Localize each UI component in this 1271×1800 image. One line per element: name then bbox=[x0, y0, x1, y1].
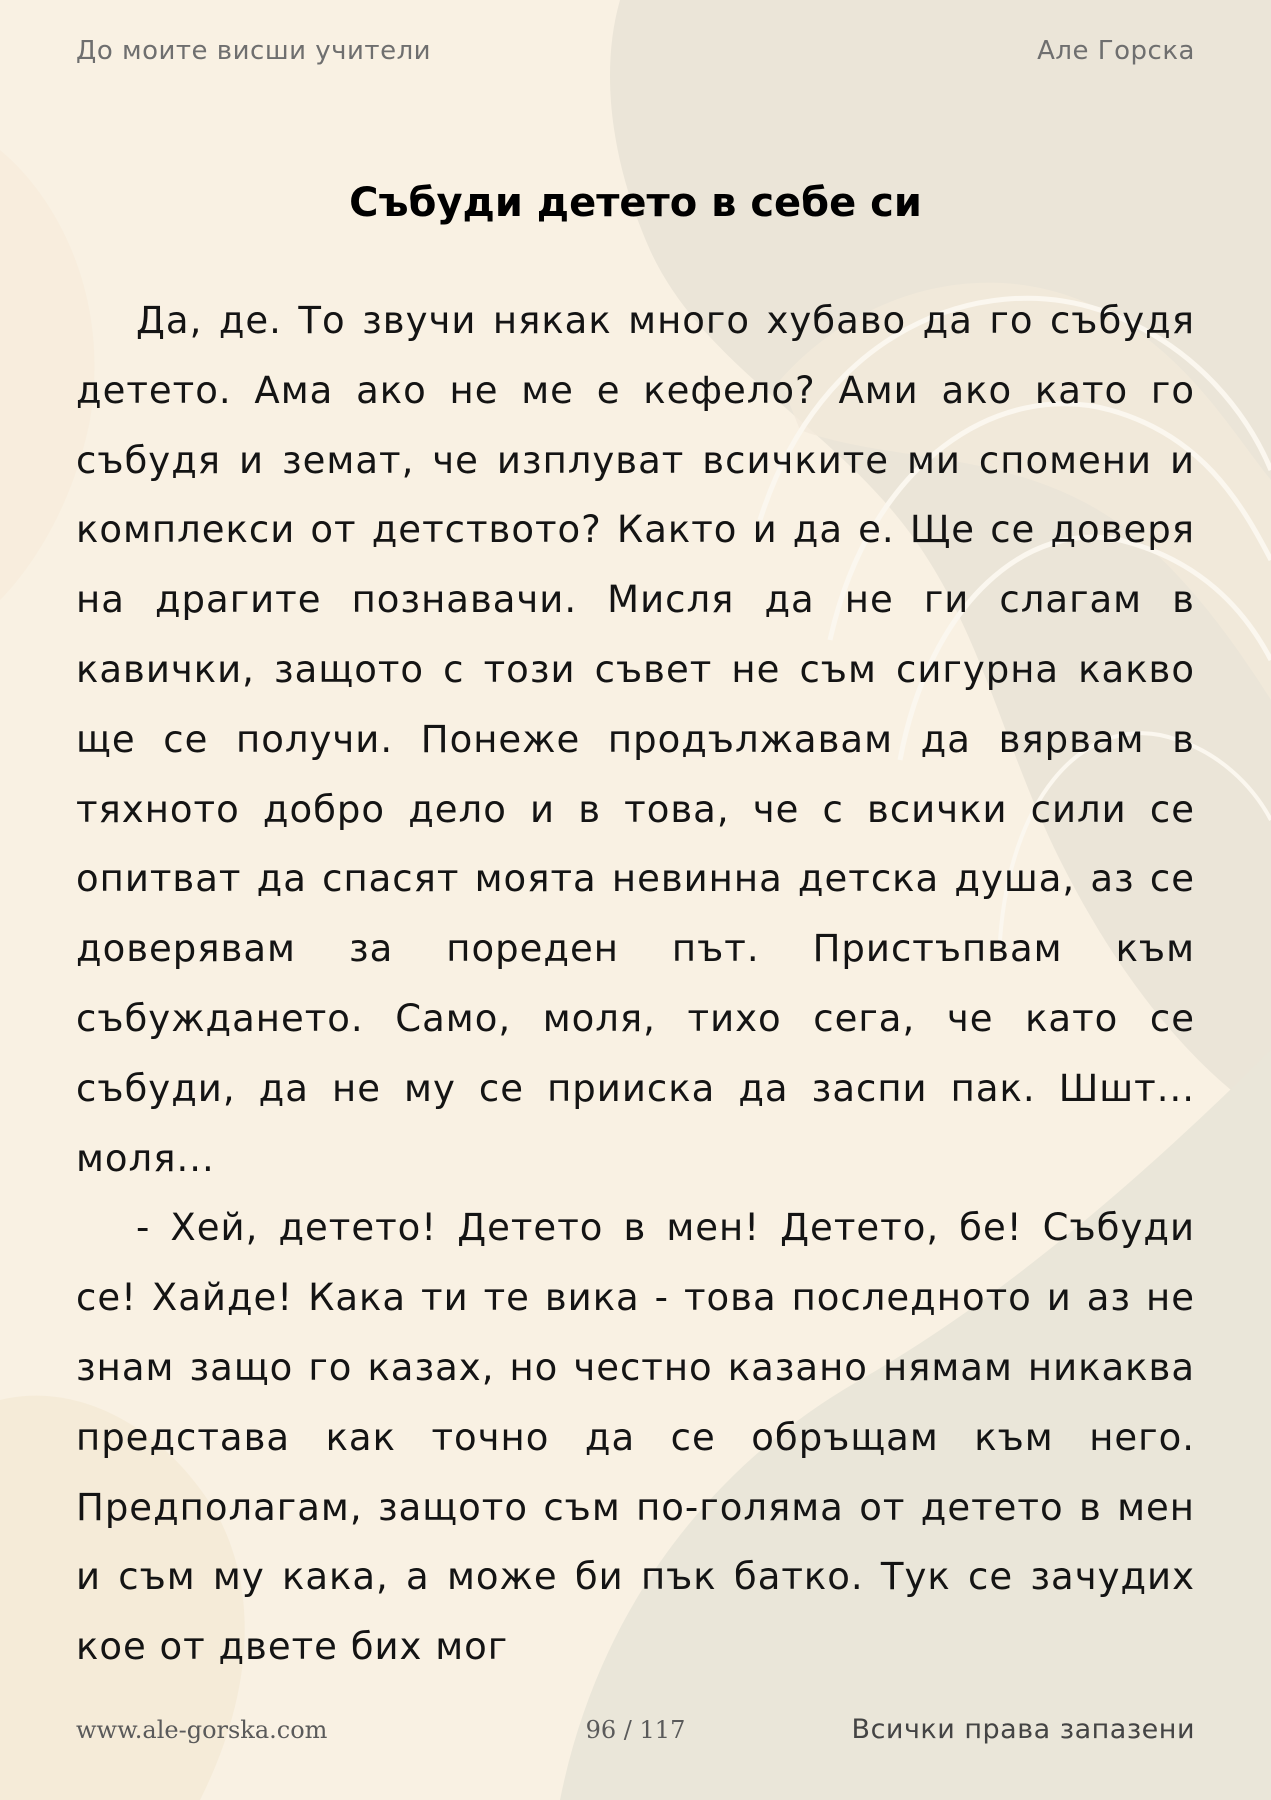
footer-page-indicator: 96 / 117 bbox=[585, 1716, 686, 1744]
header-author: Але Горска bbox=[1037, 36, 1195, 66]
header-book-title: До моите висши учители bbox=[76, 36, 432, 66]
paragraph-2: - Хей, детето! Детето в мен! Детето, бе! Събуди се! Хайде! Кака ти те вика - това последното и аз не знам защо го казах, но честно казано нямам никаква представа как точно да се обръщам към него. Предполагам, защото съм по-голяма от детето в мен и съм му кака, а може би пък батко. Тук се зачудих кое от двете бих мог bbox=[76, 1206, 1195, 1669]
paragraph-1: Да, де. То звучи някак много хубаво да го събудя детето. Ама ако не ме е кефело? Ами ако като го събудя и земат, че изплуват всичките ми спомени и комплекси от детството? Както и да е. Ще се доверя на драгите познавачи. Мисля да не ги слагам в кавички, защото с този съвет не съм сигурна какво ще се получи. Понеже продължавам да вярвам в тяхното добро дело и в това, че с всички сили се опитват да спасят моята невинна детска душа, аз се доверявам за пореден път. Пристъпвам към събуждането. Само, моля, тихо сега, че като се събуди, да не му се прииска да заспи пак. Шшт... моля... bbox=[76, 299, 1195, 1180]
body-text bbox=[76, 286, 1195, 1682]
chapter-title: Събуди детето в себе си bbox=[349, 180, 922, 226]
footer-website: www.ale-gorska.com bbox=[76, 1716, 328, 1744]
footer-copyright: Всички права запазени bbox=[851, 1714, 1195, 1745]
